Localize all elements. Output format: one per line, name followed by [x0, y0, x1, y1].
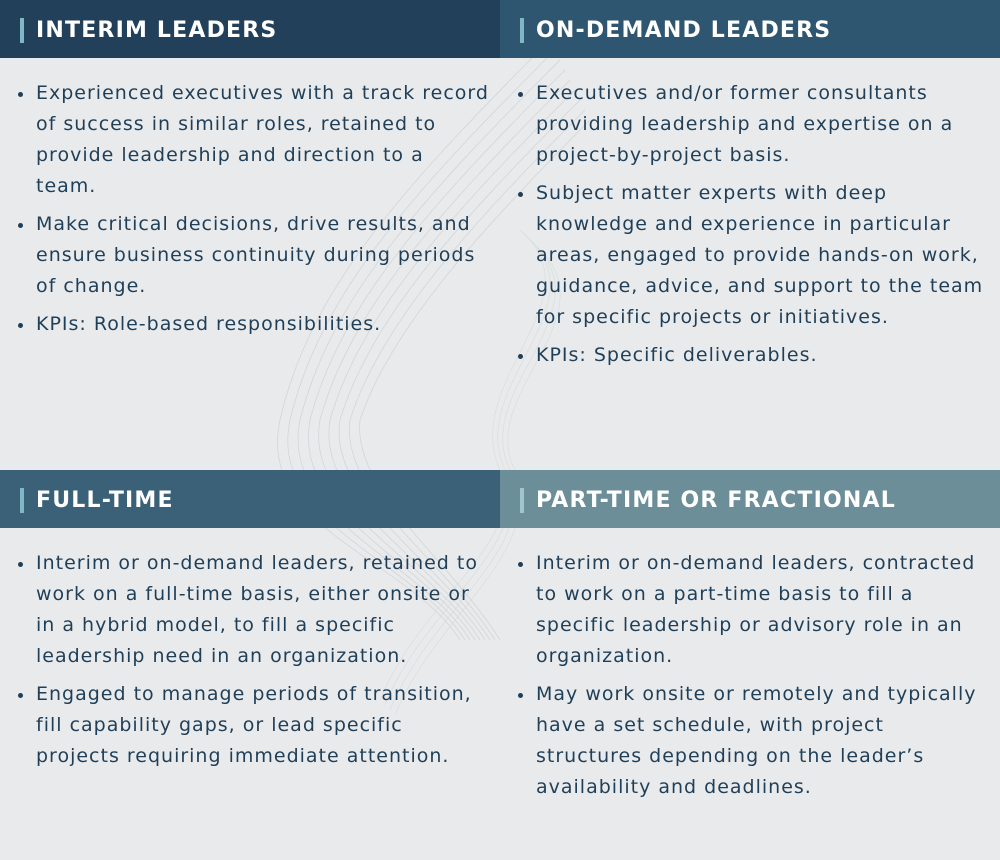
list-item-text: KPIs: Specific deliverables.	[536, 344, 818, 366]
accent-bar	[20, 488, 24, 513]
bullet-icon	[518, 693, 523, 698]
bullet-icon	[18, 562, 23, 567]
list-item-text: Subject matter experts with deep knowledge and experience in particular areas, engaged to provide hands-on work, guidance, advice, and support to the team for specific projects or initiatives.	[536, 182, 984, 328]
section-header	[0, 0, 500, 58]
list-item	[500, 679, 990, 803]
bullet-icon	[18, 323, 23, 328]
list-item-text: Interim or on-demand leaders, contracted to work on a part-time basis to fill a specific leadership or advisory role in an organization.	[536, 552, 976, 667]
panel-on-demand-leaders	[500, 0, 1000, 366]
list-item	[0, 548, 490, 672]
bullet-icon	[18, 92, 23, 97]
bullet-list	[500, 548, 990, 810]
bullet-list	[0, 548, 490, 779]
list-item-text: May work onsite or remotely and typically have a set schedule, with project structures depending on the leader’s availability and deadlines.	[536, 683, 977, 798]
list-item-text: Executives and/or former consultants providing leadership and expertise on a project-by-project basis.	[536, 82, 954, 166]
panel-interim-leaders	[0, 0, 500, 335]
section-header	[0, 470, 500, 528]
bullet-icon	[518, 562, 523, 567]
panel-part-time-or-fractional	[500, 470, 1000, 798]
list-item	[500, 548, 990, 672]
panel-full-time	[0, 470, 500, 767]
list-item-text: Make critical decisions, drive results, and ensure business continuity during periods of change.	[36, 213, 476, 297]
bullet-list	[500, 78, 990, 378]
bullet-icon	[18, 693, 23, 698]
section-title: FULL-TIME	[36, 488, 174, 513]
accent-bar	[520, 488, 524, 513]
section-title: INTERIM LEADERS	[36, 18, 278, 43]
list-item-text: Interim or on-demand leaders, retained to work on a full-time basis, either onsite or in a hybrid model, to fill a specific leadership need in an organization.	[36, 552, 478, 667]
section-title: ON-DEMAND LEADERS	[536, 18, 832, 43]
section-header	[500, 470, 1000, 528]
bullet-list	[0, 78, 490, 347]
list-item-text: KPIs: Role-based responsibilities.	[36, 313, 382, 335]
list-item	[0, 309, 490, 340]
list-item	[500, 340, 990, 371]
bullet-icon	[518, 354, 523, 359]
list-item	[500, 178, 990, 333]
list-item	[500, 78, 990, 171]
list-item	[0, 679, 490, 772]
list-item-text: Engaged to manage periods of transition, fill capability gaps, or lead specific projects requiring immediate attention.	[36, 683, 472, 767]
bullet-icon	[518, 92, 523, 97]
bullet-icon	[518, 192, 523, 197]
section-title: PART-TIME OR FRACTIONAL	[536, 488, 896, 513]
accent-bar	[520, 18, 524, 43]
list-item	[0, 209, 490, 302]
bullet-icon	[18, 223, 23, 228]
list-item	[0, 78, 490, 202]
section-header	[500, 0, 1000, 58]
list-item-text: Experienced executives with a track record of success in similar roles, retained to provide leadership and direction to a team.	[36, 82, 489, 197]
accent-bar	[20, 18, 24, 43]
